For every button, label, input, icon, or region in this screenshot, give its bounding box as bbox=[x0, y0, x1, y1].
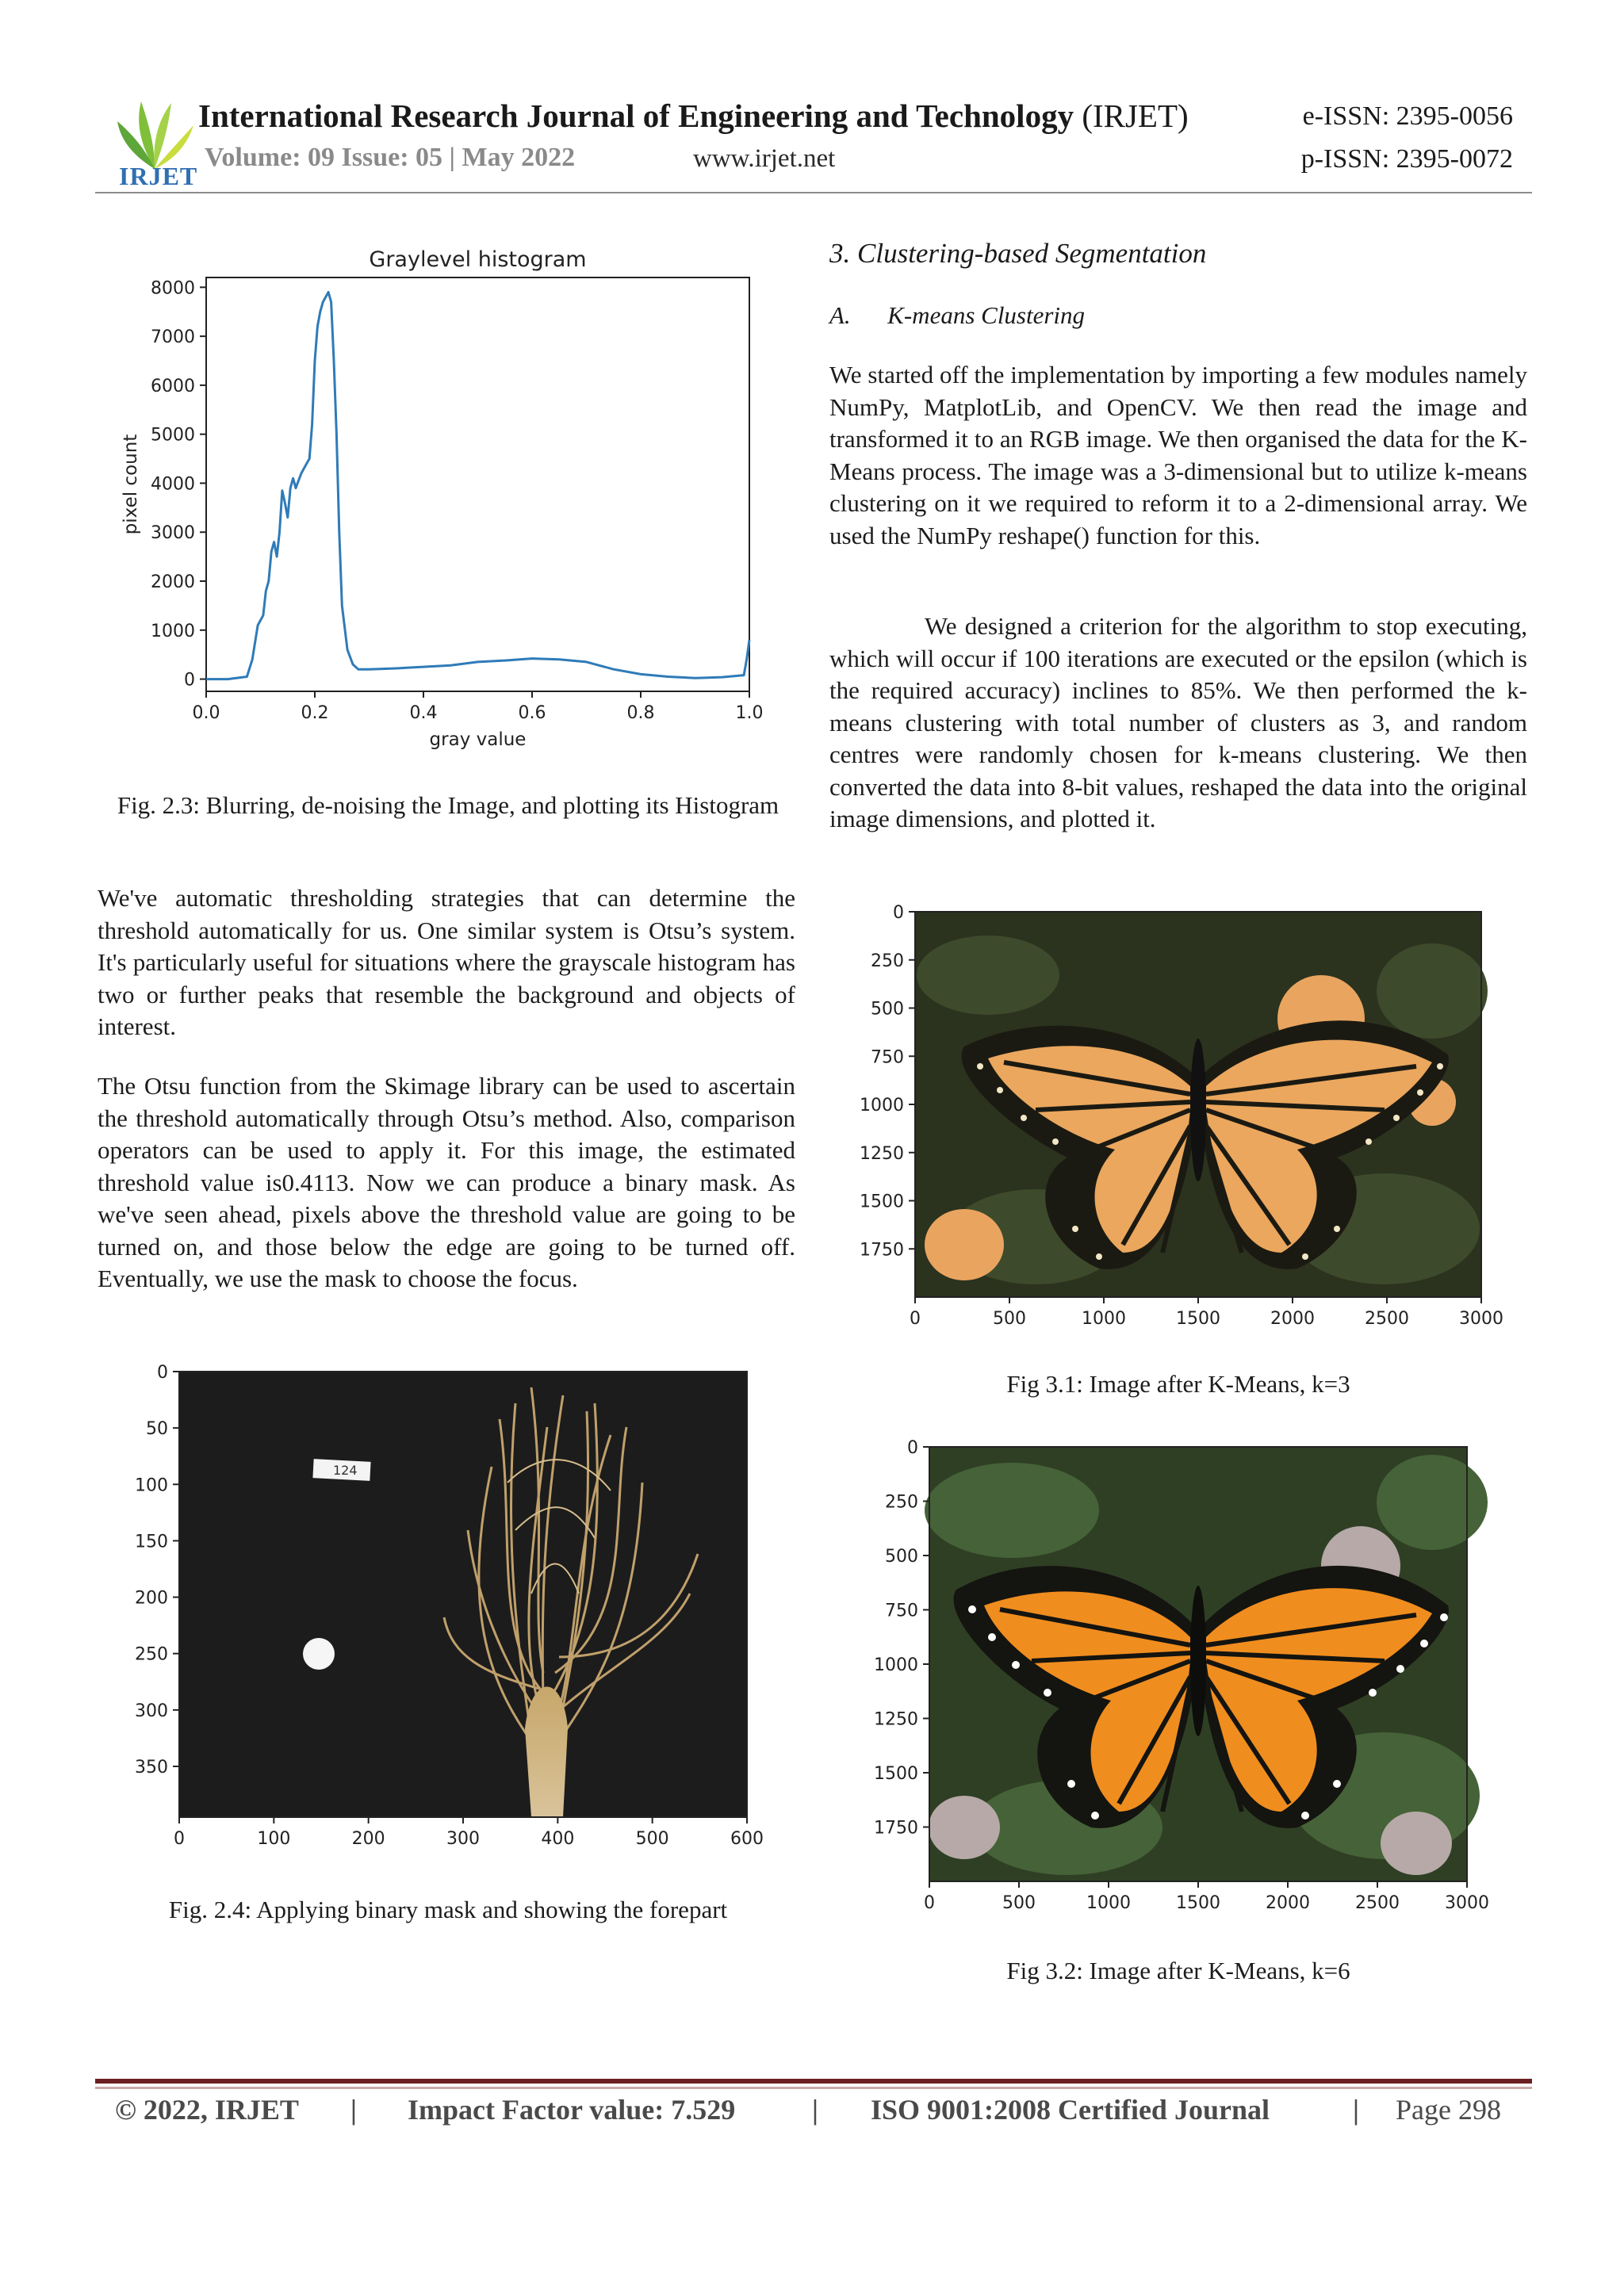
butterfly-k3-photo bbox=[915, 912, 1488, 1297]
subsection-title: A. K-means Clustering bbox=[829, 301, 1086, 329]
butterfly-k6-plot bbox=[829, 1431, 1527, 1923]
bf2-axis-ytick-label: 750 bbox=[885, 1601, 918, 1621]
left-paragraph-1: We've automatic thresholding strategies that can determine the threshold automatically for us. One similar system is Otsu’s system. It's particularly useful for situations where the grayscale histogram has two or further peaks that resemble the background and objects of interest. bbox=[98, 884, 795, 1040]
histogram-xlabel: gray value bbox=[429, 729, 527, 750]
footer-sep-2: | bbox=[812, 2094, 818, 2126]
histogram-xtick-label: 1.0 bbox=[735, 703, 764, 723]
bf2-axis-ytick-label: 0 bbox=[907, 1438, 918, 1458]
bf2-axis-xtick-label: 2000 bbox=[1266, 1893, 1310, 1913]
root-axis-ytick-label: 250 bbox=[135, 1644, 168, 1665]
footer-rule bbox=[95, 2079, 1532, 2084]
bf1-axis-xtick-label: 2500 bbox=[1365, 1309, 1409, 1329]
histogram-ytick-label: 8000 bbox=[151, 278, 195, 299]
root-axis-xtick-label: 200 bbox=[351, 1829, 385, 1849]
root-photo bbox=[179, 1372, 747, 1817]
histogram-ylabel: pixel count bbox=[121, 434, 141, 535]
bf2-axis-ytick-label: 1250 bbox=[874, 1709, 918, 1730]
fig23-histogram bbox=[119, 238, 769, 761]
bf2-axis-xtick-label: 3000 bbox=[1445, 1893, 1489, 1913]
footer-iso: ISO 9001:2008 Certified Journal bbox=[871, 2094, 1270, 2126]
histogram-title: Graylevel histogram bbox=[369, 247, 587, 272]
bf1-axis-ytick-label: 1000 bbox=[860, 1096, 904, 1115]
histogram-ytick-label: 1000 bbox=[151, 621, 195, 641]
root-axis-xtick-label: 400 bbox=[541, 1829, 575, 1849]
section-title: 3. Clustering-based Segmentation bbox=[829, 238, 1207, 269]
bf1-axis-ytick-label: 750 bbox=[871, 1047, 904, 1068]
bf1-axis-xtick-label: 1000 bbox=[1082, 1309, 1126, 1329]
pissn: p-ISSN: 2395-0072 bbox=[1300, 144, 1513, 174]
histogram-chart bbox=[119, 238, 769, 761]
root-stem bbox=[525, 1687, 568, 1818]
butterfly-k3-plot bbox=[829, 896, 1527, 1340]
footer-sep-3: | bbox=[1353, 2094, 1359, 2126]
white-dot bbox=[303, 1638, 335, 1670]
journal-name-text: International Research Journal of Engineering and Technology bbox=[198, 98, 1074, 134]
footer-page: Page 298 bbox=[1396, 2094, 1501, 2126]
root-axis-ytick-label: 50 bbox=[146, 1419, 168, 1440]
fig24-caption: Fig. 2.4: Applying binary mask and showing the forepart bbox=[168, 1896, 728, 1923]
label-tag-text: 124 bbox=[333, 1463, 358, 1478]
eissn: e-ISSN: 2395-0056 bbox=[1302, 101, 1513, 131]
bf2-axis-xtick-label: 2500 bbox=[1355, 1893, 1400, 1913]
header-rule bbox=[95, 192, 1532, 193]
journal-name bbox=[198, 97, 1189, 135]
journal-website[interactable]: www.irjet.net bbox=[693, 144, 836, 173]
root-axis-ytick-label: 150 bbox=[135, 1532, 168, 1552]
logo-text: IRJET bbox=[119, 162, 198, 190]
footer bbox=[111, 2093, 1516, 2134]
root-axis-ytick-label: 200 bbox=[135, 1588, 168, 1609]
bf2-axis-xtick-label: 500 bbox=[1002, 1893, 1036, 1913]
histogram-ytick-label: 0 bbox=[184, 670, 195, 691]
butterfly-k6-photo bbox=[925, 1447, 1488, 1881]
root-axis-xtick-label: 500 bbox=[635, 1829, 669, 1849]
fig31-butterfly-k3 bbox=[829, 896, 1527, 1340]
fig32-caption: Fig 3.2: Image after K-Means, k=6 bbox=[1006, 1957, 1350, 1984]
fig24-root-image bbox=[119, 1356, 769, 1863]
left-paragraph-2: The Otsu function from the Skimage library can be used to ascertain the threshold automatically through Otsu’s method. Also, comparison operators can be used to apply it. For this image, the estimated threshold value is0.4113. Now we can produce a binary mask. As we've seen ahead, pixels above the threshold value are going to be turned on, and those below the edge are going to be turned off. Eventually, we use the mask to choose the focus. bbox=[98, 1072, 795, 1292]
bf1-axis-ytick-label: 1250 bbox=[860, 1143, 904, 1164]
histogram-xtick-label: 0.2 bbox=[301, 703, 329, 723]
histogram-ytick-label: 7000 bbox=[151, 327, 195, 348]
fig32-butterfly-k6 bbox=[829, 1431, 1527, 1923]
label-tag bbox=[312, 1459, 370, 1481]
fig23-caption: Fig. 2.3: Blurring, de-noising the Image, and plotting its Histogram bbox=[117, 791, 779, 819]
bf2-axis-ytick-label: 1000 bbox=[874, 1655, 918, 1675]
fig31-caption: Fig 3.1: Image after K-Means, k=3 bbox=[1006, 1370, 1350, 1398]
histogram-xtick-label: 0.6 bbox=[518, 703, 546, 723]
footer-sep-1: | bbox=[350, 2094, 357, 2126]
root-axis-xtick-label: 300 bbox=[446, 1829, 480, 1849]
footer-copyright: © 2022, IRJET bbox=[115, 2094, 299, 2126]
histogram-ytick-label: 2000 bbox=[151, 572, 195, 593]
bf2-axis-ytick-label: 250 bbox=[885, 1492, 918, 1513]
root-axis-ytick-label: 350 bbox=[135, 1757, 168, 1777]
histogram-ytick-label: 6000 bbox=[151, 376, 195, 396]
bf2-axis-ytick-label: 500 bbox=[885, 1547, 918, 1567]
root-axis-xtick-label: 600 bbox=[730, 1829, 764, 1849]
bf2-axis-ytick-label: 1750 bbox=[874, 1818, 918, 1839]
histogram-ytick-label: 4000 bbox=[151, 474, 195, 495]
bf1-axis-xtick-label: 0 bbox=[910, 1309, 921, 1329]
bf1-axis-ytick-label: 250 bbox=[871, 951, 904, 971]
bf1-axis-ytick-label: 0 bbox=[893, 903, 904, 923]
journal-abbr: (IRJET) bbox=[1082, 98, 1189, 134]
bf1-axis-xtick-label: 1500 bbox=[1176, 1309, 1220, 1329]
root-image-plot bbox=[119, 1356, 769, 1863]
root-axis-ytick-label: 0 bbox=[157, 1363, 168, 1383]
right-paragraph-2: We designed a criterion for the algorithm to stop executing, which will occur if 100 iterations are executed or the epsilon (which is the required accuracy) inclines to 85%. We then performed the k-means clustering with total number of clusters as 3, and random centres were randomly chosen for k-means clustering. We then converted the data into 8-bit values, reshaped the data into the original image dimensions, and plotted it. bbox=[829, 612, 1527, 832]
root-axis-ytick-label: 100 bbox=[135, 1475, 168, 1496]
histogram-frame bbox=[206, 277, 749, 691]
bf1-axis-xtick-label: 500 bbox=[993, 1309, 1026, 1329]
histogram-xtick-label: 0.0 bbox=[192, 703, 220, 723]
volume-line: Volume: 09 Issue: 05 | May 2022 bbox=[205, 143, 576, 172]
bf2-axis-ytick-label: 1500 bbox=[874, 1764, 918, 1784]
histogram-ytick-label: 3000 bbox=[151, 523, 195, 544]
root-axis-ytick-label: 300 bbox=[135, 1701, 168, 1721]
bf2-axis-xtick-label: 0 bbox=[924, 1893, 935, 1913]
footer-rule-light bbox=[95, 2087, 1532, 2089]
bf1-axis-ytick-label: 1500 bbox=[860, 1192, 904, 1212]
bf2-axis-xtick-label: 1000 bbox=[1086, 1893, 1131, 1913]
bf1-axis-ytick-label: 1750 bbox=[860, 1240, 904, 1261]
histogram-ytick-label: 5000 bbox=[151, 425, 195, 446]
bf1-axis-xtick-label: 3000 bbox=[1459, 1309, 1503, 1329]
right-paragraph-1: We started off the implementation by importing a few modules namely NumPy, MatplotLib, and OpenCV. We then read the image and transformed it to an RGB image. We then organised the data for the K-Means process. The image was a 3-dimensional but to utilize k-means clustering on it we required to reform it to a 2-dimensional array. We used the NumPy reshape() function for this. bbox=[829, 361, 1527, 549]
bf2-axis-xtick-label: 1500 bbox=[1176, 1893, 1220, 1913]
bf1-axis-xtick-label: 2000 bbox=[1270, 1309, 1315, 1329]
footer-impact: Impact Factor value: 7.529 bbox=[408, 2094, 736, 2126]
histogram-xtick-label: 0.4 bbox=[409, 703, 438, 723]
histogram-xtick-label: 0.8 bbox=[626, 703, 655, 723]
root-axis-xtick-label: 0 bbox=[174, 1829, 185, 1849]
bf1-axis-ytick-label: 500 bbox=[871, 999, 904, 1020]
root-axis-xtick-label: 100 bbox=[257, 1829, 291, 1849]
